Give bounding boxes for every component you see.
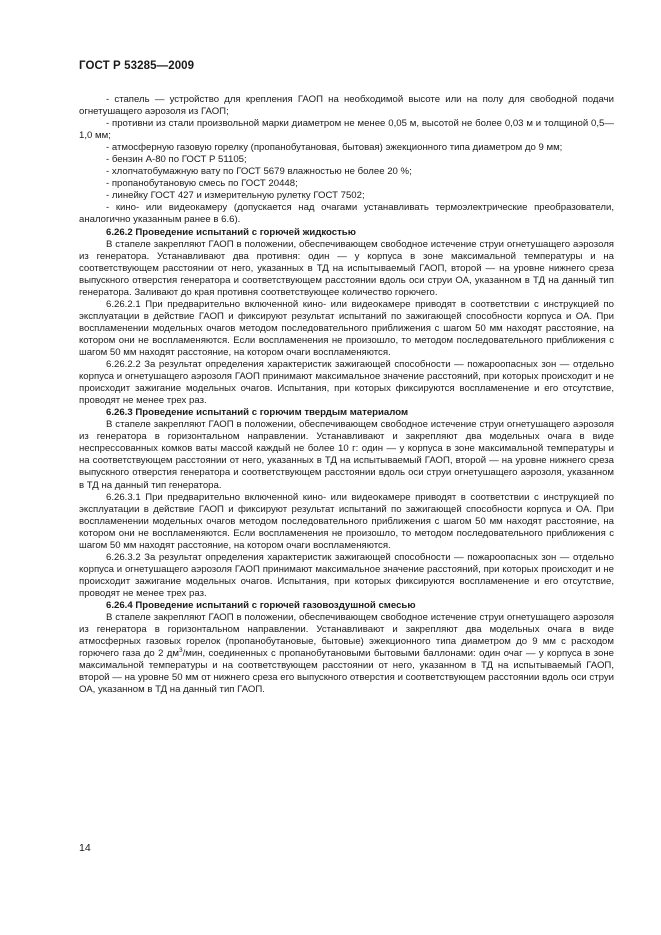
equipment-list-item: - атмосферную газовую горелку (пропанобутановая, бытовая) эжекционного типа диаметром до 9 мм;	[106, 142, 563, 154]
equipment-list-item: - бензин А-80 по ГОСТ Р 51105;	[106, 154, 247, 166]
equipment-list-item: - линейку ГОСТ 427 и измерительную рулетку ГОСТ 7502;	[106, 190, 365, 202]
section-paragraph: В стапеле закрепляют ГАОП в положении, обеспечивающем свободное истечение струи огнетушащего аэрозоля из генератора в горизонтальном направлении. Устанавливают и закрепляют два модельных очага в виде неспрессованных комков ваты массой каждый не более 10 г: один — у корпуса в зоне максимальной температуры и на соответствующем расстоянии от него, указанных в ТД на испытываемый ГАОП, второй — на уровне нижнего среза выпускного отверстия генератора и соответствующем расстоянии вдоль оси струи огнетушащего аэрозоля, указанном в ТД на данный тип генератора.	[79, 419, 614, 491]
clause-6-26-3-1: 6.26.3.1 При предварительно включенной кино- или видеокамере приводят в соответствии с инструкцией по эксплуатации в действие ГАОП и фиксируют результат испытаний по зажигающей способности корпуса и ОА. При воспламенении модельных очагов методом последовательного приближения с шагом 50 мм находят расстояние, на котором они не воспламеняются. Если воспламенения не произошло, то методом последовательного приближения с шагом 50 мм находят расстояние, на котором очаги воспламеняются.	[79, 491, 614, 551]
section-heading-6-26-3: 6.26.3 Проведение испытаний с горючим твердым материалом	[106, 407, 409, 419]
clause-6-26-2-2: 6.26.2.2 За результат определения характеристик зажигающей способности — пожароопасных зон — отдельно корпуса и огнетушащего аэрозоля ГАОП принимают максимальное значение расстояний, при которых происходит и не происходит зажигание модельных очагов. Испытания, при которых фиксируются воспламенение и его отсутствие, проводят не менее трех раз.	[79, 359, 614, 407]
clause-6-26-2-1: 6.26.2.1 При предварительно включенной кино- или видеокамере приводят в соответствии с инструкцией по эксплуатации в действие ГАОП и фиксируют результат испытаний по зажигающей способности корпуса и ОА. При воспламенении модельных очагов методом последовательного приближения с шагом 50 мм находят расстояние, на котором они не воспламеняются. Если воспламенения не произошло, то методом последовательного приближения с шагом 50 мм находят расстояние, на котором очаги воспламеняются.	[79, 298, 614, 358]
equipment-list-item: - пропанобутановую смесь по ГОСТ 20448;	[106, 178, 298, 190]
section-heading-6-26-2: 6.26.2 Проведение испытаний с горючей жидкостью	[106, 226, 356, 238]
document-body	[79, 94, 614, 696]
paragraph-text-part: /мин, соединенных с пропанобутановыми бытовыми баллонами: один очаг — у корпуса в зоне максимальной температуры и на соответствующем расстоянии от него, указанном в ТД на испытываемый ГАОП, второй — на уровне 50 мм от нижнего среза его выпускного отверстия и соответствующем расстоянии вдоль оси струи ОА, указанном в ТД на данный тип ГАОП.	[79, 648, 614, 696]
section-paragraph	[79, 612, 614, 696]
section-heading-6-26-4: 6.26.4 Проведение испытаний с горючей газовоздушной смесью	[106, 599, 416, 611]
clause-6-26-3-2: 6.26.3.2 За результат определения характеристик зажигающей способности — пожароопасных зон — отдельно корпуса и огнетушащего аэрозоля ГАОП принимают максимальное значение расстояний, при которых происходит и не происходит зажигание модельных очагов. Испытания, при которых фиксируются воспламенение и его отсутствие, проводят не менее трех раз.	[79, 551, 614, 599]
superscript: 3	[178, 646, 183, 654]
equipment-list-item: - стапель — устройство для крепления ГАОП на необходимой высоте или на полу для свободной подачи огнетушащего аэрозоля из ГАОП;	[79, 94, 614, 118]
equipment-list-item: - хлопчатобумажную вату по ГОСТ 5679 влажностью не более 20 %;	[106, 166, 412, 178]
equipment-list-item: - кино- или видеокамеру (допускается над очагами устанавливать термоэлектрические преобразователи, аналогично указанным ранее в 6.6).	[79, 202, 614, 226]
paragraph-text-part: В стапеле закрепляют ГАОП в положении, обеспечивающем свободное истечение струи огнетушащего аэрозоля из генератора в горизонтальном направлении. Устанавливают и закрепляют два модельных очага в виде атмосферных газовых горелок (пропанобутановые, бытовые) эжекционного типа диаметром до 9 мм с расходом горючего газа до 2 дм	[79, 612, 614, 660]
page-number: 14	[79, 842, 91, 854]
equipment-list-item: - противни из стали произвольной марки диаметром не менее 0,05 м, высотой не более 0,03 м и толщиной 0,5—1,0 мм;	[79, 118, 614, 142]
section-paragraph: В стапеле закрепляют ГАОП в положении, обеспечивающем свободное истечение струи огнетушащего аэрозоля из генератора. Устанавливают два противня: один — у корпуса в зоне максимальной температуры и на соответствующем расстоянии от него, указанных в ТД на испытываемый ГАОП, второй — на уровне нижнего среза выпускного отверстия генератора и соответствующем расстоянии вдоль оси струи ОА, указанном в ТД на данный тип генератора. Заливают до края противня соответствующее количество горючего.	[79, 238, 614, 298]
document-standard-header: ГОСТ Р 53285—2009	[79, 60, 195, 72]
